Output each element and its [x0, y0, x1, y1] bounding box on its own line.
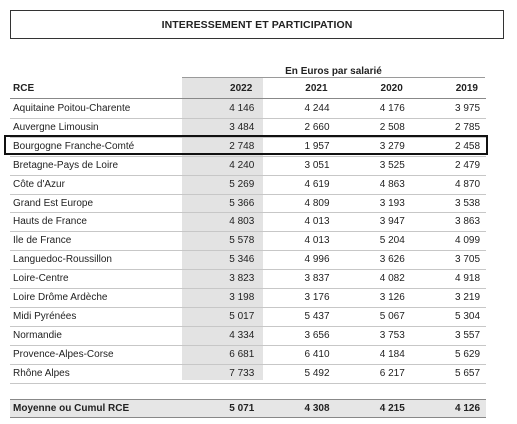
column-header-2021: 2021 [305, 83, 328, 94]
cell-2019: 2 458 [454, 141, 481, 152]
table-row [10, 307, 486, 326]
cell-2019: 3 863 [454, 216, 481, 227]
cell-2022: 4 146 [229, 103, 255, 114]
cell-2020: 3 947 [379, 216, 405, 227]
cell-2019: 3 538 [454, 198, 481, 209]
cell-2019: 4 870 [454, 179, 481, 190]
cell-2021: 6 410 [304, 349, 330, 360]
cell-2020: 4 082 [379, 273, 405, 284]
row-label: Côte d'Azur [13, 179, 65, 190]
cell-2022: 3 198 [229, 292, 255, 303]
cell-2021: 4 619 [304, 179, 330, 190]
cell-2022: 2 748 [229, 141, 255, 152]
cell-2019: 3 219 [454, 292, 481, 303]
cell-2022: 4 334 [229, 330, 255, 341]
cell-2019: 3 557 [454, 330, 481, 341]
cell-2022: 5 578 [229, 235, 255, 246]
cell-2022: 4 803 [229, 216, 255, 227]
row-label: Auvergne Limousin [13, 122, 99, 133]
cell-2021: 5 437 [304, 311, 330, 322]
cell-2021: 3 837 [304, 273, 330, 284]
row-label: Aquitaine Poitou-Charente [13, 103, 131, 114]
row-label: Normandie [13, 330, 62, 341]
column-header-2019: 2019 [455, 83, 478, 94]
cell-2020: 5 204 [379, 235, 405, 246]
cell-2021: 4 013 [304, 216, 330, 227]
total-label: Moyenne ou Cumul RCE [13, 403, 130, 414]
cell-2022: 5 346 [229, 254, 255, 265]
cell-2022: 5 269 [229, 179, 255, 190]
row-label: Loire Drôme Ardèche [13, 292, 108, 303]
cell-2021: 4 013 [304, 235, 330, 246]
cell-2021: 3 656 [304, 330, 330, 341]
table-row [10, 269, 486, 288]
cell-2020: 3 626 [379, 254, 405, 265]
table-row [10, 99, 486, 118]
table-row [10, 175, 486, 194]
cell-2020: 2 508 [379, 122, 405, 133]
cell-2021: 2 660 [304, 122, 330, 133]
table-row [10, 364, 486, 383]
cell-2022: 5 366 [229, 198, 255, 209]
column-header-2020: 2020 [380, 83, 403, 94]
highlight-box [4, 135, 488, 155]
cell-2021: 4 244 [304, 103, 330, 114]
cell-2022: 5 017 [229, 311, 255, 322]
row-label: Hauts de France [13, 216, 87, 227]
cell-2020: 3 126 [379, 292, 405, 303]
row-divider [10, 383, 486, 384]
cell-2021: 3 051 [304, 160, 330, 171]
cell-2021: 3 176 [304, 292, 330, 303]
row-label: Grand Est Europe [13, 198, 94, 209]
cell-2019: 2 479 [454, 160, 481, 171]
table-row [10, 250, 486, 269]
cell-2020: 5 067 [379, 311, 405, 322]
column-header-rce: RCE [13, 83, 35, 94]
table-row [10, 231, 486, 250]
cell-2019: 4 099 [454, 235, 481, 246]
cell-2022: 7 733 [229, 368, 255, 379]
cell-2019: 3 975 [454, 103, 481, 114]
total-2022: 5 071 [229, 403, 255, 414]
cell-2020: 3 525 [379, 160, 405, 171]
cell-2020: 3 753 [379, 330, 405, 341]
total-2021: 4 308 [304, 403, 330, 414]
column-header-2022: 2022 [230, 83, 253, 94]
cell-2021: 4 996 [304, 254, 330, 265]
cell-2021: 4 809 [304, 198, 330, 209]
cell-2022: 4 240 [229, 160, 255, 171]
cell-2020: 3 193 [379, 198, 405, 209]
cell-2019: 5 657 [454, 368, 481, 379]
row-label: Midi Pyrénées [13, 311, 77, 322]
row-label: Rhône Alpes [13, 368, 70, 379]
total-row [10, 399, 486, 418]
cell-2022: 6 681 [229, 349, 255, 360]
unit-header: En Euros par salarié [285, 66, 382, 77]
table-row [10, 212, 486, 231]
total-bottom-divider [10, 417, 486, 418]
cell-2021: 5 492 [304, 368, 330, 379]
cell-2019: 4 918 [454, 273, 481, 284]
cell-2019: 2 785 [454, 122, 481, 133]
table-row [10, 345, 486, 364]
cell-2020: 6 217 [379, 368, 405, 379]
cell-2020: 3 279 [379, 141, 405, 152]
cell-2020: 4 863 [379, 179, 405, 190]
total-top-divider [10, 399, 486, 400]
row-label: Bourgogne Franche-Comté [13, 141, 135, 152]
total-2020: 4 215 [379, 403, 405, 414]
row-label: Bretagne-Pays de Loire [13, 160, 119, 171]
cell-2021: 1 957 [304, 141, 330, 152]
table-row [10, 288, 486, 307]
row-label: Ile de France [13, 235, 72, 246]
table-row [10, 194, 486, 213]
cell-2020: 4 184 [379, 349, 405, 360]
page-title: INTERESSEMENT ET PARTICIPATION [10, 10, 504, 39]
cell-2020: 4 176 [379, 103, 405, 114]
cell-2022: 3 823 [229, 273, 255, 284]
table-row [10, 156, 486, 175]
row-label: Provence-Alpes-Corse [13, 349, 114, 360]
row-label: Loire-Centre [13, 273, 69, 284]
cell-2019: 3 705 [454, 254, 481, 265]
total-2019: 4 126 [454, 403, 481, 414]
cell-2019: 5 629 [454, 349, 481, 360]
cell-2022: 3 484 [229, 122, 255, 133]
table-row [10, 326, 486, 345]
cell-2019: 5 304 [454, 311, 481, 322]
row-label: Languedoc-Roussillon [13, 254, 112, 265]
table-header-row [10, 79, 486, 98]
